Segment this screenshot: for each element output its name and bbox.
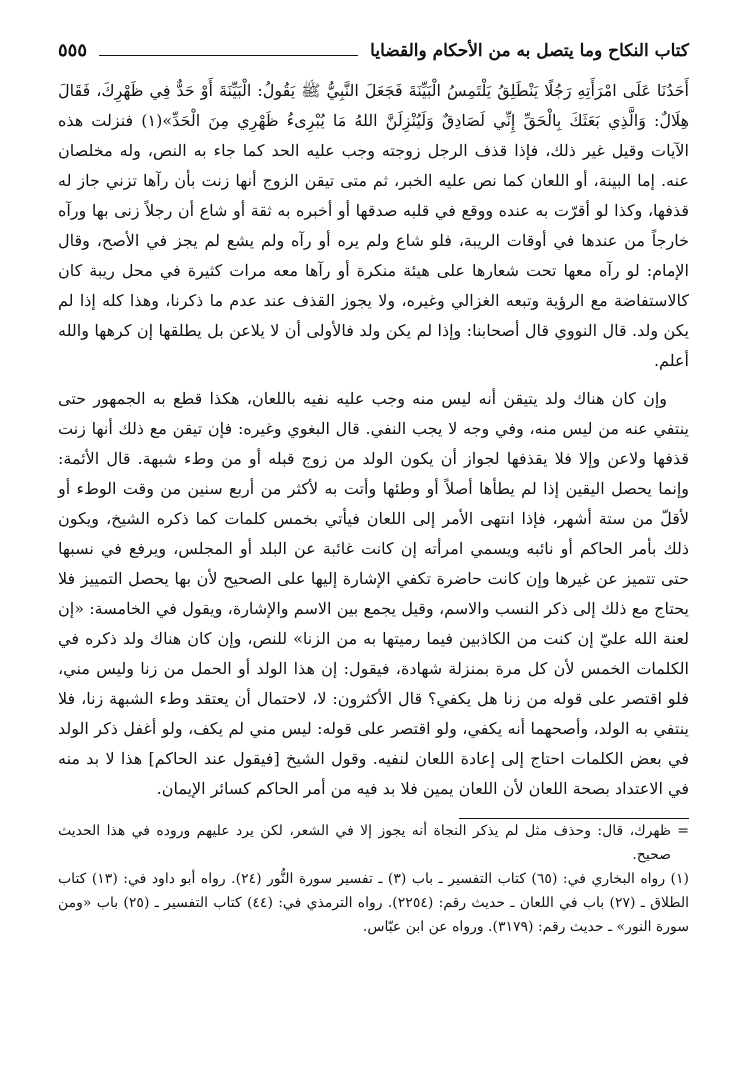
continuation-mark: = <box>677 823 689 839</box>
page-number: ٥٥٥ <box>58 40 88 61</box>
main-text <box>58 76 689 804</box>
footnotes <box>58 819 689 939</box>
footnote-continuation <box>58 819 689 867</box>
running-title: كتاب النكاح وما يتصل به من الأحكام والقضايا <box>370 41 689 61</box>
paragraph: وإن كان هناك ولد يتيقن أنه ليس منه وجب عليه نفيه باللعان، هكذا قطع به الجمهور حتى ينتفي عنه من ليس منه، وفي وجه لا يجب النفي. قال البغوي وغيره: فإن تيقن مع ذلك أنها زنت قذفها ولاعن وإلا فلا يقذفها لجواز أن يكون الولد من زوج قبله أو من وطء شبهة. قال الأئمة: وإنما يحصل اليقين إذا لم يطأها أصلاً أو وطئها وأتت به لأكثر من أربع سنين من وقت الوطء أو لأقلّ من ستة أشهر، فإذا انتهى الأمر إلى اللعان فيأتي بخمس كلمات كما ذكره الشيخ، ويكون ذلك بأمر الحاكم أو نائبه ويسمي امرأته إن كانت غائبة عن البلد أو المجلس، ويرفع في نسبها حتى تتميز عن غيرها وإن كانت حاضرة تكفي الإشارة إليها على الصحيح لأن بها يحصل التمييز فلا يحتاج مع ذلك إلى ذكر النسب والاسم، وقيل يجمع بين الاسم والإشارة، ويقول في الخامسة: «إن لعنة الله عليّ إن كنت من الكاذبين فيما رميتها به من الزنا» للنص، وإن كان هناك ولد ذكره في الكلمات الخمس لأن كل مرة بمنزلة شهادة، فيقول: إن هذا الولد أو الحمل من زنا وليس مني، فلو اقتصر على قوله من زنا هل يكفي؟ قال الأكثرون: لا، لاحتمال أن يعتقد وطء الشبهة زنا، فلا ينتفي به الولد، وأصحهما أنه يكفي، ولو اقتصر على قوله: ليس مني لم يكف، ولو أغفل ذكر الولد في بعض الكلمات احتاج إلى إعادة اللعان لنفيه. وقول الشيخ [فيقول عند الحاكم] هذا لا بد منه في الاعتداد بصحة اللعان لأن اللعان يمين فلا بد فيه من أمر الحاكم كسائر الإيمان. <box>58 389 690 798</box>
paragraph: أَحَدُنَا عَلَى امْرَأَتِهِ رَجُلًا يَنْطَلِقُ يَلْتَمِسُ الْبَيِّنَةَ فَجَعَلَ النَّبِيُّ ﷺ يَقُولُ: الْبَيِّنَةَ أَوْ حَدٌّ فِي ظَهْرِكَ، فَقَالَ هِلَالٌ: وَالَّذِي بَعَثَكَ بِالْحَقِّ إِنِّي لَصَادِقٌ وَلَيُنْزِلَنَّ اللهُ مَا يُبْرِىءُ ظَهْرِي مِنَ الْحَدِّ»(١) فنزلت هذه الآيات وقيل غير ذلك، فإذا قذف الرجل زوجته وجب عليه الحد كما جاء به النص، وله مخلصان عنه. إما البينة، أو اللعان كما نص عليه الخبر، ثم متى تيقن الزوج أنها زنت بأن رآها تزني جاز له قذفها، وكذا لو أقرّت به عنده ووقع في قلبه صدقها أو أخبره به ثقة أو شاع أن رجلاً زنى بها ورآه خارجاً من عندها في أوقات الريبة، فلو شاع ولم يره أو رآه ولم يشع لم يجز في الأصح، وقال الإمام: لو رآه معها تحت شعارها على هيئة منكرة أو رآها معه مرات كثيرة في محل ريبة كان كالاستفاضة مع الرؤية وتبعه الغزالي وغيره، ولا يجوز القذف عند عدم ما ذكرنا، وهذا كله إذا لم يكن ولد. قال النووي قال أصحابنا: وإذا لم يكن ولد فالأولى أن لا يلاعن بل يطلقها إن كرهها والله أعلم. <box>58 81 690 370</box>
footnote-1: (١) رواه البخاري في: (٦٥) كتاب التفسير ـ باب (٣) ـ تفسير سورة النُّور (٢٤). رواه أبو داود في: (١٣) كتاب الطلاق ـ (٢٧) باب في اللعان ـ حديث رقم: (٢٢٥٤). رواه الترمذي في: (٤٤) كتاب التفسير ـ (٢٥) باب «ومن سورة النور» ـ حديث رقم: (٣١٧٩). ورواه عن ابن عبّاس. <box>58 871 690 935</box>
footnote-continuation-text: ظهرك، قال: وحذف مثل لم يذكر النجاة أنه يجوز إلا في الشعر، لكن يرد عليهم وروده في هذا الحديث صحيح. <box>58 823 671 863</box>
page-header <box>58 40 689 62</box>
header-rule <box>99 55 358 56</box>
